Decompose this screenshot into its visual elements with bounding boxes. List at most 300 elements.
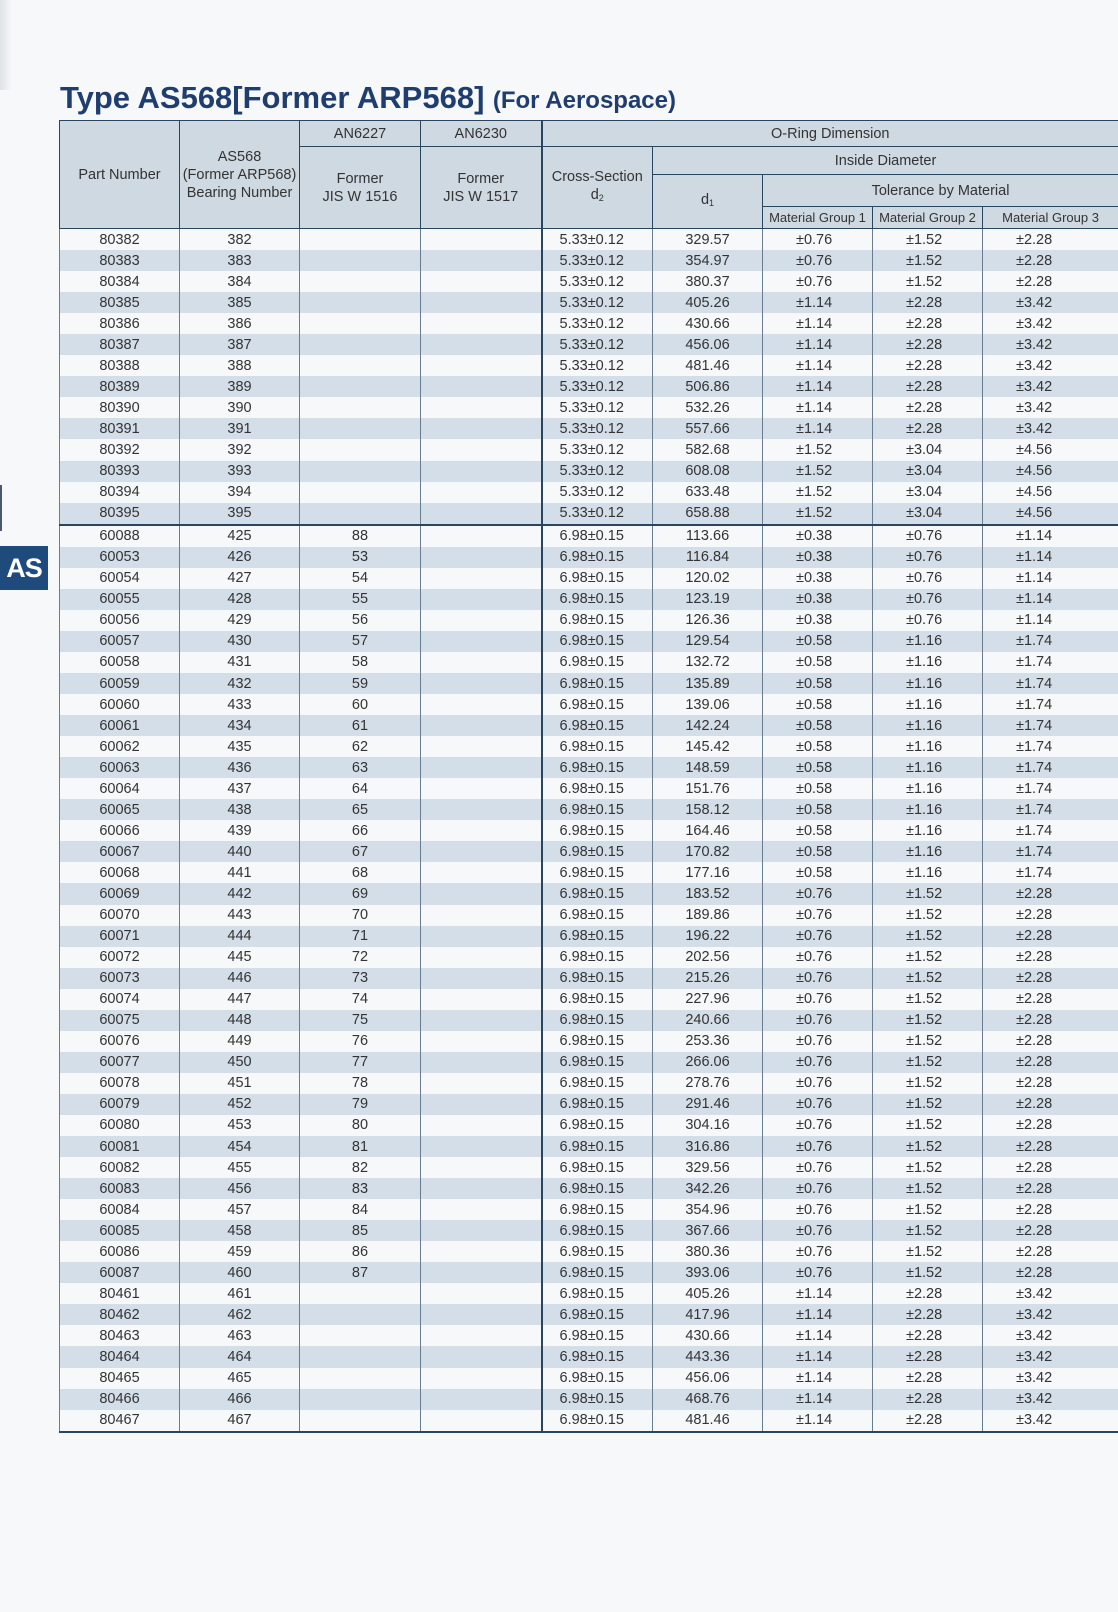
cell-as568-number: 466 xyxy=(180,1389,300,1410)
header-part-number: Part Number xyxy=(60,121,180,229)
cell-part-number: 80466 xyxy=(60,1389,180,1410)
cell-an6227-number: 76 xyxy=(300,1031,421,1052)
cell-part-number: 60058 xyxy=(60,652,180,673)
cell-tol-group-3: ±3.42 xyxy=(983,1368,1118,1389)
cell-tol-group-2: ±1.52 xyxy=(873,905,983,926)
cell-as568-number: 445 xyxy=(180,947,300,968)
cell-cross-section: 6.98±0.15 xyxy=(542,947,653,968)
cell-tol-group-3: ±2.28 xyxy=(983,1115,1118,1136)
cell-cross-section: 6.98±0.15 xyxy=(542,1220,653,1241)
cell-d1-value: 142.24 xyxy=(653,715,763,736)
cell-as568-number: 447 xyxy=(180,989,300,1010)
cell-d1-value: 417.96 xyxy=(653,1304,763,1325)
cell-tol-group-3: ±3.42 xyxy=(983,1410,1118,1432)
table-row xyxy=(60,778,1118,799)
cell-part-number: 80463 xyxy=(60,1325,180,1346)
cell-an6230-number xyxy=(421,547,542,568)
cell-tol-group-2: ±1.16 xyxy=(873,715,983,736)
cell-an6227-number xyxy=(300,313,421,334)
header-material-group-2: Material Group 2 xyxy=(873,207,983,229)
cell-an6227-number: 86 xyxy=(300,1241,421,1262)
cell-tol-group-2: ±1.52 xyxy=(873,926,983,947)
cell-cross-section: 6.98±0.15 xyxy=(542,1178,653,1199)
cell-part-number: 60076 xyxy=(60,1031,180,1052)
cell-tol-group-2: ±1.16 xyxy=(873,673,983,694)
cell-an6227-number xyxy=(300,355,421,376)
cell-cross-section: 5.33±0.12 xyxy=(542,482,653,503)
cell-cross-section: 6.98±0.15 xyxy=(542,926,653,947)
cell-cross-section: 5.33±0.12 xyxy=(542,418,653,439)
cell-tol-group-1: ±1.14 xyxy=(763,418,873,439)
cell-an6230-number xyxy=(421,883,542,904)
cell-d1-value: 582.68 xyxy=(653,439,763,460)
cell-tol-group-3: ±4.56 xyxy=(983,503,1118,525)
cell-an6227-number: 59 xyxy=(300,673,421,694)
cell-tol-group-3: ±1.14 xyxy=(983,610,1118,631)
cell-tol-group-3: ±1.74 xyxy=(983,862,1118,883)
cell-part-number: 80464 xyxy=(60,1346,180,1367)
cell-an6230-number xyxy=(421,820,542,841)
cell-cross-section: 6.98±0.15 xyxy=(542,694,653,715)
cell-tol-group-2: ±2.28 xyxy=(873,292,983,313)
header-an6230: AN6230 xyxy=(421,121,542,147)
cell-tol-group-2: ±1.52 xyxy=(873,1157,983,1178)
cell-cross-section: 6.98±0.15 xyxy=(542,1073,653,1094)
cell-part-number: 60056 xyxy=(60,610,180,631)
cell-tol-group-1: ±1.14 xyxy=(763,1304,873,1325)
cell-tol-group-2: ±1.16 xyxy=(873,841,983,862)
cell-tol-group-1: ±1.14 xyxy=(763,376,873,397)
cell-an6230-number xyxy=(421,229,542,251)
table-row xyxy=(60,439,1118,460)
cell-an6227-number xyxy=(300,397,421,418)
cell-an6227-number: 58 xyxy=(300,652,421,673)
cell-cross-section: 6.98±0.15 xyxy=(542,778,653,799)
cell-tol-group-1: ±1.14 xyxy=(763,355,873,376)
cell-an6230-number xyxy=(421,757,542,778)
cell-tol-group-3: ±1.74 xyxy=(983,736,1118,757)
cell-an6227-number: 84 xyxy=(300,1199,421,1220)
table-row xyxy=(60,568,1118,589)
cell-cross-section: 6.98±0.15 xyxy=(542,1031,653,1052)
cell-tol-group-2: ±1.52 xyxy=(873,1220,983,1241)
cell-an6230-number xyxy=(421,1052,542,1073)
cell-as568-number: 394 xyxy=(180,482,300,503)
cell-tol-group-3: ±2.28 xyxy=(983,989,1118,1010)
table-row xyxy=(60,947,1118,968)
cell-d1-value: 291.46 xyxy=(653,1094,763,1115)
cell-tol-group-3: ±3.42 xyxy=(983,355,1118,376)
table-row xyxy=(60,418,1118,439)
cell-tol-group-3: ±2.28 xyxy=(983,229,1118,251)
cell-cross-section: 6.98±0.15 xyxy=(542,631,653,652)
cell-d1-value: 135.89 xyxy=(653,673,763,694)
cell-as568-number: 455 xyxy=(180,1157,300,1178)
cell-an6227-number: 63 xyxy=(300,757,421,778)
cell-d1-value: 557.66 xyxy=(653,418,763,439)
cell-d1-value: 405.26 xyxy=(653,292,763,313)
cell-part-number: 60060 xyxy=(60,694,180,715)
cell-an6230-number xyxy=(421,292,542,313)
header-cross-section xyxy=(542,147,653,229)
cell-d1-value: 304.16 xyxy=(653,1115,763,1136)
cell-tol-group-2: ±1.16 xyxy=(873,736,983,757)
cell-tol-group-2: ±0.76 xyxy=(873,568,983,589)
cell-tol-group-1: ±0.58 xyxy=(763,652,873,673)
cell-tol-group-1: ±1.14 xyxy=(763,334,873,355)
cell-tol-group-3: ±4.56 xyxy=(983,482,1118,503)
cell-an6227-number: 56 xyxy=(300,610,421,631)
cell-tol-group-1: ±1.14 xyxy=(763,1410,873,1432)
cell-tol-group-1: ±0.76 xyxy=(763,1178,873,1199)
cell-tol-group-3: ±1.74 xyxy=(983,631,1118,652)
cell-cross-section: 6.98±0.15 xyxy=(542,652,653,673)
cell-d1-value: 329.56 xyxy=(653,1157,763,1178)
cell-cross-section: 6.98±0.15 xyxy=(542,1410,653,1432)
cell-as568-number: 458 xyxy=(180,1220,300,1241)
cell-an6230-number xyxy=(421,862,542,883)
cell-an6230-number xyxy=(421,355,542,376)
cell-tol-group-1: ±1.14 xyxy=(763,1368,873,1389)
cell-tol-group-1: ±0.58 xyxy=(763,736,873,757)
cell-an6230-number xyxy=(421,1410,542,1432)
cell-tol-group-3: ±2.28 xyxy=(983,1262,1118,1283)
cell-d1-value: 506.86 xyxy=(653,376,763,397)
cell-part-number: 60054 xyxy=(60,568,180,589)
cell-tol-group-2: ±2.28 xyxy=(873,1283,983,1304)
header-former-jis-1517 xyxy=(421,147,542,229)
cell-tol-group-3: ±3.42 xyxy=(983,1346,1118,1367)
cell-tol-group-3: ±1.14 xyxy=(983,568,1118,589)
cell-an6227-number: 70 xyxy=(300,905,421,926)
cell-d1-value: 202.56 xyxy=(653,947,763,968)
cell-cross-section: 5.33±0.12 xyxy=(542,229,653,251)
cell-d1-value: 342.26 xyxy=(653,1178,763,1199)
cell-an6227-number xyxy=(300,461,421,482)
cell-an6227-number: 78 xyxy=(300,1073,421,1094)
cell-tol-group-1: ±1.52 xyxy=(763,503,873,525)
cell-d1-value: 481.46 xyxy=(653,1410,763,1432)
cell-cross-section: 6.98±0.15 xyxy=(542,905,653,926)
cell-an6227-number: 88 xyxy=(300,525,421,547)
cell-part-number: 60082 xyxy=(60,1157,180,1178)
cell-d1-value: 132.72 xyxy=(653,652,763,673)
table-row xyxy=(60,1052,1118,1073)
cell-tol-group-2: ±1.52 xyxy=(873,989,983,1010)
cell-part-number: 60068 xyxy=(60,862,180,883)
cell-tol-group-3: ±1.14 xyxy=(983,525,1118,547)
cell-tol-group-2: ±2.28 xyxy=(873,418,983,439)
cell-an6227-number xyxy=(300,1410,421,1432)
page-title-main: Type AS568[Former ARP568] xyxy=(60,80,485,115)
cell-part-number: 80392 xyxy=(60,439,180,460)
cell-cross-section: 6.98±0.15 xyxy=(542,1325,653,1346)
cell-tol-group-3: ±2.28 xyxy=(983,271,1118,292)
cell-an6227-number: 74 xyxy=(300,989,421,1010)
cell-tol-group-2: ±1.16 xyxy=(873,631,983,652)
cell-tol-group-2: ±3.04 xyxy=(873,482,983,503)
cell-tol-group-2: ±1.52 xyxy=(873,1136,983,1157)
cell-d1-value: 120.02 xyxy=(653,568,763,589)
cell-cross-section: 6.98±0.15 xyxy=(542,715,653,736)
cell-tol-group-3: ±2.28 xyxy=(983,883,1118,904)
cell-an6230-number xyxy=(421,503,542,525)
cell-an6230-number xyxy=(421,418,542,439)
table-row xyxy=(60,1157,1118,1178)
cell-part-number: 60075 xyxy=(60,1010,180,1031)
cell-tol-group-3: ±3.42 xyxy=(983,1389,1118,1410)
cell-tol-group-3: ±3.42 xyxy=(983,292,1118,313)
cell-tol-group-3: ±1.74 xyxy=(983,841,1118,862)
cell-cross-section: 6.98±0.15 xyxy=(542,1052,653,1073)
cell-d1-value: 183.52 xyxy=(653,883,763,904)
cell-cross-section: 6.98±0.15 xyxy=(542,1199,653,1220)
cell-an6230-number xyxy=(421,799,542,820)
table-row xyxy=(60,1325,1118,1346)
cell-tol-group-1: ±0.76 xyxy=(763,1199,873,1220)
cell-an6230-number xyxy=(421,694,542,715)
cell-tol-group-3: ±2.28 xyxy=(983,926,1118,947)
cell-cross-section: 6.98±0.15 xyxy=(542,547,653,568)
cell-cross-section: 6.98±0.15 xyxy=(542,1346,653,1367)
cell-tol-group-1: ±0.58 xyxy=(763,778,873,799)
cell-an6230-number xyxy=(421,1389,542,1410)
cell-part-number: 60079 xyxy=(60,1094,180,1115)
cell-an6227-number xyxy=(300,376,421,397)
cell-part-number: 80395 xyxy=(60,503,180,525)
cell-tol-group-2: ±1.52 xyxy=(873,947,983,968)
cell-d1-value: 158.12 xyxy=(653,799,763,820)
cell-cross-section: 6.98±0.15 xyxy=(542,989,653,1010)
cell-an6230-number xyxy=(421,568,542,589)
table-row xyxy=(60,673,1118,694)
cell-d1-value: 129.54 xyxy=(653,631,763,652)
cell-part-number: 80388 xyxy=(60,355,180,376)
page-title xyxy=(60,80,676,116)
cell-part-number: 60062 xyxy=(60,736,180,757)
cell-part-number: 60066 xyxy=(60,820,180,841)
cell-cross-section: 5.33±0.12 xyxy=(542,461,653,482)
cell-d1-value: 430.66 xyxy=(653,313,763,334)
cell-an6227-number xyxy=(300,418,421,439)
cell-tol-group-1: ±0.76 xyxy=(763,905,873,926)
cell-as568-number: 444 xyxy=(180,926,300,947)
cell-part-number: 60057 xyxy=(60,631,180,652)
header-former-jis-1516-line1: Former xyxy=(336,170,384,187)
cell-tol-group-2: ±0.76 xyxy=(873,610,983,631)
table-row xyxy=(60,376,1118,397)
d1-subscript: 1 xyxy=(709,198,715,208)
table-row xyxy=(60,525,1118,547)
cell-tol-group-1: ±0.76 xyxy=(763,250,873,271)
table-row xyxy=(60,1304,1118,1325)
cell-tol-group-2: ±1.52 xyxy=(873,968,983,989)
cell-cross-section: 5.33±0.12 xyxy=(542,271,653,292)
cell-cross-section: 6.98±0.15 xyxy=(542,568,653,589)
cell-an6230-number xyxy=(421,736,542,757)
cell-d1-value: 329.57 xyxy=(653,229,763,251)
cell-as568-number: 446 xyxy=(180,968,300,989)
table-row xyxy=(60,883,1118,904)
header-d1 xyxy=(653,175,763,229)
cell-tol-group-2: ±1.52 xyxy=(873,1094,983,1115)
cell-an6230-number xyxy=(421,1178,542,1199)
table-row xyxy=(60,1136,1118,1157)
header-inside-diameter: Inside Diameter xyxy=(653,147,1118,175)
cell-an6230-number xyxy=(421,1262,542,1283)
table-row xyxy=(60,355,1118,376)
cell-as568-number: 428 xyxy=(180,589,300,610)
cell-tol-group-1: ±0.58 xyxy=(763,862,873,883)
cell-tol-group-2: ±2.28 xyxy=(873,355,983,376)
side-tab-as[interactable]: AS xyxy=(0,546,48,590)
cell-an6227-number xyxy=(300,229,421,251)
cell-part-number: 60072 xyxy=(60,947,180,968)
cell-an6227-number xyxy=(300,1304,421,1325)
cell-cross-section: 6.98±0.15 xyxy=(542,757,653,778)
cell-cross-section: 5.33±0.12 xyxy=(542,313,653,334)
cell-part-number: 80389 xyxy=(60,376,180,397)
cell-tol-group-1: ±0.76 xyxy=(763,926,873,947)
cell-an6230-number xyxy=(421,334,542,355)
cell-cross-section: 6.98±0.15 xyxy=(542,1136,653,1157)
cell-d1-value: 380.36 xyxy=(653,1241,763,1262)
table-row xyxy=(60,715,1118,736)
cell-d1-value: 126.36 xyxy=(653,610,763,631)
cell-d1-value: 316.86 xyxy=(653,1136,763,1157)
cell-an6230-number xyxy=(421,610,542,631)
header-former-jis-1517-line2: JIS W 1517 xyxy=(443,188,519,205)
table-row xyxy=(60,820,1118,841)
cell-part-number: 60069 xyxy=(60,883,180,904)
cell-part-number: 60087 xyxy=(60,1262,180,1283)
cell-part-number: 60073 xyxy=(60,968,180,989)
cell-tol-group-2: ±3.04 xyxy=(873,503,983,525)
cell-as568-number: 463 xyxy=(180,1325,300,1346)
cell-cross-section: 6.98±0.15 xyxy=(542,883,653,904)
cell-tol-group-3: ±4.56 xyxy=(983,461,1118,482)
cell-an6230-number xyxy=(421,313,542,334)
cell-as568-number: 449 xyxy=(180,1031,300,1052)
cell-an6230-number xyxy=(421,525,542,547)
cell-as568-number: 382 xyxy=(180,229,300,251)
cell-an6227-number xyxy=(300,1389,421,1410)
cell-tol-group-2: ±2.28 xyxy=(873,1389,983,1410)
table-row xyxy=(60,1346,1118,1367)
cell-cross-section: 6.98±0.15 xyxy=(542,841,653,862)
cell-part-number: 80394 xyxy=(60,482,180,503)
cell-an6230-number xyxy=(421,1157,542,1178)
cell-part-number: 80382 xyxy=(60,229,180,251)
cell-tol-group-2: ±2.28 xyxy=(873,376,983,397)
cell-tol-group-3: ±4.56 xyxy=(983,439,1118,460)
cell-an6230-number xyxy=(421,905,542,926)
cell-an6230-number xyxy=(421,1073,542,1094)
cell-an6230-number xyxy=(421,1368,542,1389)
cell-an6230-number xyxy=(421,841,542,862)
table-row xyxy=(60,1262,1118,1283)
cell-as568-number: 453 xyxy=(180,1115,300,1136)
table-row xyxy=(60,1368,1118,1389)
cell-tol-group-1: ±1.52 xyxy=(763,482,873,503)
cell-cross-section: 6.98±0.15 xyxy=(542,1283,653,1304)
cell-d1-value: 164.46 xyxy=(653,820,763,841)
cell-tol-group-1: ±0.76 xyxy=(763,989,873,1010)
cell-tol-group-2: ±1.16 xyxy=(873,757,983,778)
cell-tol-group-1: ±0.76 xyxy=(763,271,873,292)
cell-tol-group-1: ±0.76 xyxy=(763,1262,873,1283)
cell-d1-value: 278.76 xyxy=(653,1073,763,1094)
cell-an6227-number: 57 xyxy=(300,631,421,652)
side-tab-marker-line xyxy=(0,485,2,531)
cell-cross-section: 5.33±0.12 xyxy=(542,355,653,376)
cell-as568-number: 448 xyxy=(180,1010,300,1031)
table-row xyxy=(60,1283,1118,1304)
cell-tol-group-1: ±0.58 xyxy=(763,820,873,841)
cell-tol-group-1: ±1.14 xyxy=(763,292,873,313)
header-former-jis-1516 xyxy=(300,147,421,229)
cell-tol-group-3: ±1.74 xyxy=(983,694,1118,715)
cell-as568-number: 439 xyxy=(180,820,300,841)
cell-as568-number: 395 xyxy=(180,503,300,525)
table-row xyxy=(60,968,1118,989)
table-row xyxy=(60,757,1118,778)
cell-an6227-number xyxy=(300,439,421,460)
cell-part-number: 60070 xyxy=(60,905,180,926)
table-row xyxy=(60,736,1118,757)
cell-tol-group-1: ±0.38 xyxy=(763,525,873,547)
table-row xyxy=(60,1199,1118,1220)
cell-d1-value: 253.36 xyxy=(653,1031,763,1052)
cell-as568-number: 431 xyxy=(180,652,300,673)
cell-tol-group-1: ±0.58 xyxy=(763,757,873,778)
cell-part-number: 80386 xyxy=(60,313,180,334)
table-body xyxy=(60,229,1118,1432)
cell-tol-group-2: ±1.52 xyxy=(873,1010,983,1031)
cell-part-number: 60071 xyxy=(60,926,180,947)
table-row xyxy=(60,334,1118,355)
cell-cross-section: 6.98±0.15 xyxy=(542,1010,653,1031)
cell-tol-group-1: ±0.38 xyxy=(763,610,873,631)
cell-tol-group-3: ±3.42 xyxy=(983,418,1118,439)
cell-part-number: 80383 xyxy=(60,250,180,271)
cell-tol-group-2: ±1.52 xyxy=(873,883,983,904)
table-row xyxy=(60,610,1118,631)
cell-cross-section: 6.98±0.15 xyxy=(542,1115,653,1136)
cell-as568-number: 460 xyxy=(180,1262,300,1283)
cell-as568-number: 393 xyxy=(180,461,300,482)
cell-tol-group-1: ±0.58 xyxy=(763,715,873,736)
cell-as568-number: 392 xyxy=(180,439,300,460)
cell-tol-group-1: ±0.76 xyxy=(763,1031,873,1052)
header-cross-section-label: Cross-Section xyxy=(551,169,643,185)
table-row xyxy=(60,1031,1118,1052)
cell-tol-group-1: ±0.38 xyxy=(763,568,873,589)
cell-tol-group-3: ±3.42 xyxy=(983,1304,1118,1325)
table-row xyxy=(60,1241,1118,1262)
page-title-sub: (For Aerospace) xyxy=(492,87,676,114)
cell-tol-group-1: ±0.38 xyxy=(763,547,873,568)
cell-part-number: 80467 xyxy=(60,1410,180,1432)
cell-an6230-number xyxy=(421,1241,542,1262)
cell-cross-section: 6.98±0.15 xyxy=(542,968,653,989)
cell-as568-number: 465 xyxy=(180,1368,300,1389)
cell-d1-value: 456.06 xyxy=(653,1368,763,1389)
table-row xyxy=(60,313,1118,334)
cell-tol-group-2: ±3.04 xyxy=(873,461,983,482)
cell-d1-value: 443.36 xyxy=(653,1346,763,1367)
d1-symbol: d xyxy=(700,192,710,208)
